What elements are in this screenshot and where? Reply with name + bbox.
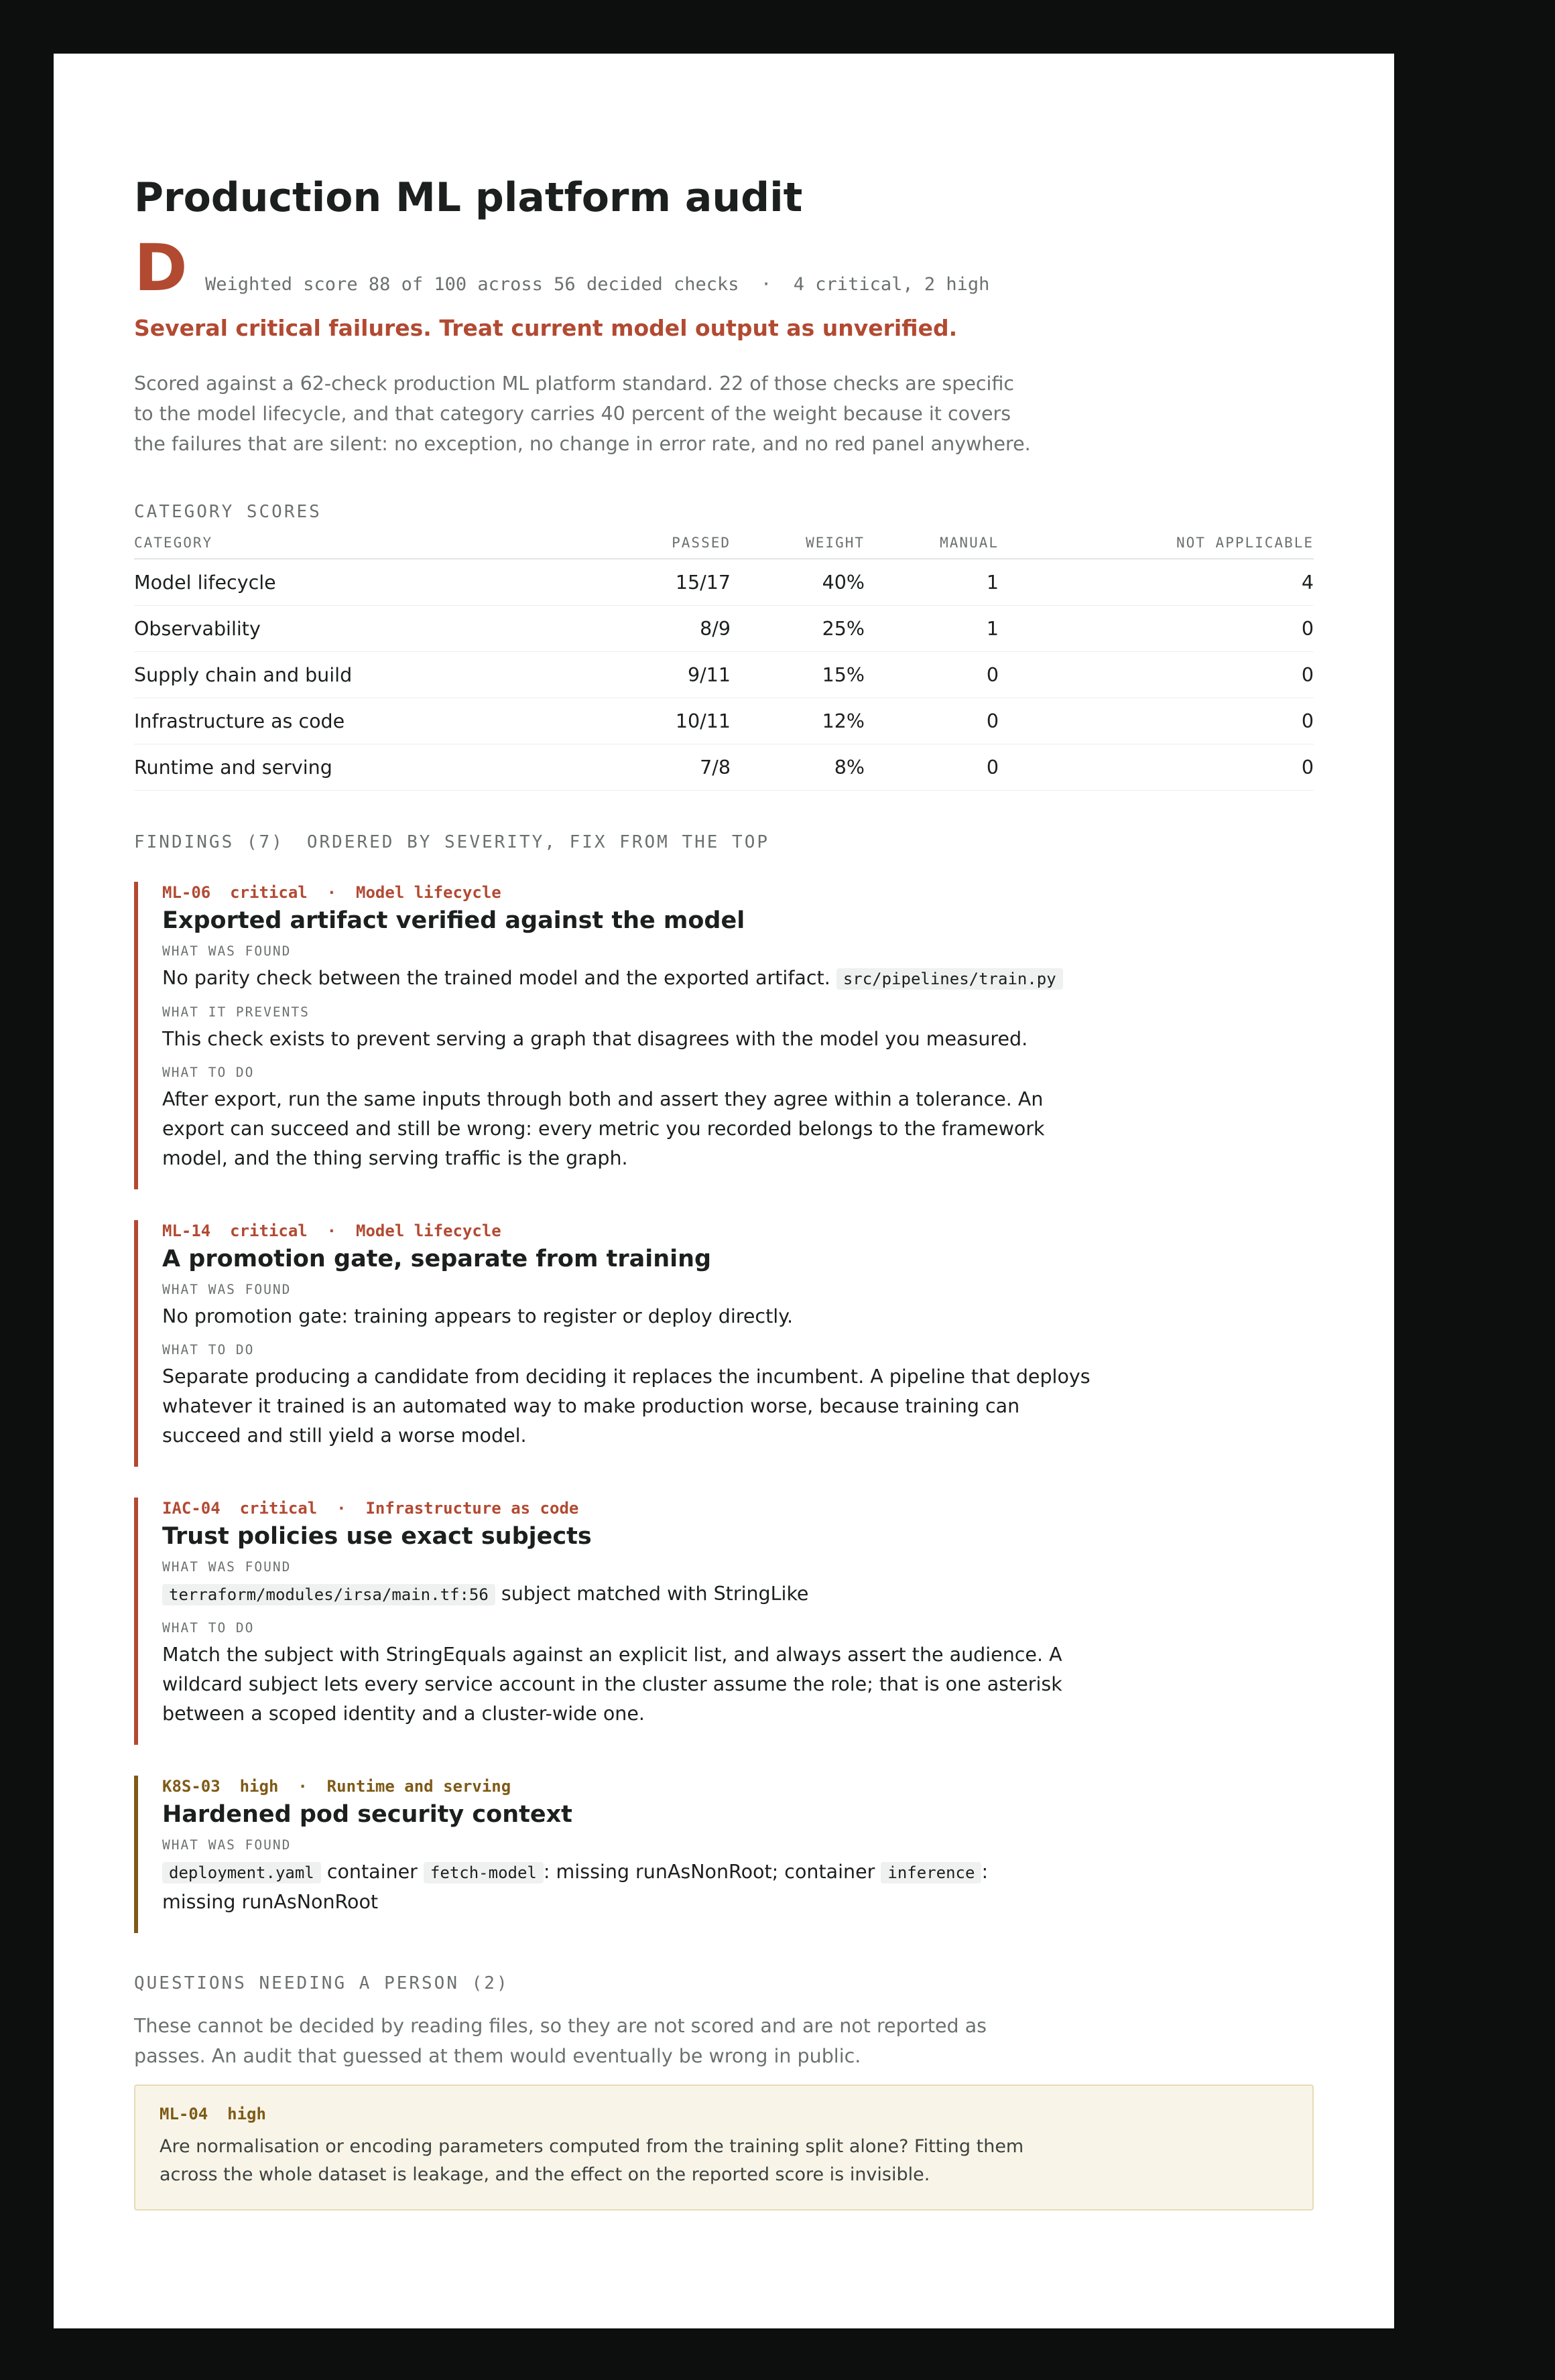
findings-heading [134,832,1314,852]
category-weight: 25% [731,606,865,652]
table-row [134,606,1314,652]
found-text: container [326,1861,418,1883]
tag-separator: · [336,1499,347,1518]
finding-id: ML-06 [162,883,211,902]
category-na: 0 [999,652,1314,698]
file-path: terraform/modules/irsa/main.tf:56 [162,1584,495,1605]
category-passed: 15/17 [643,559,731,606]
category-passed: 8/9 [643,606,731,652]
category-name: Runtime and serving [134,744,643,791]
found-text: No parity check between the trained model and the exported artifact. [162,967,830,989]
table-row [134,744,1314,791]
what-found-label: WHAT WAS FOUND [162,1837,292,1853]
what-found-text [162,1579,1101,1609]
score-summary: Weighted score 88 of 100 across 56 decided checks · 4 critical, 2 high [205,274,990,295]
finding-severity: critical [239,1499,318,1518]
what-found-text [162,1857,1101,1917]
finding-id: K8S-03 [162,1777,221,1796]
audit-report [54,54,1394,2328]
finding-id: ML-14 [162,1221,211,1240]
category-weight: 12% [731,698,865,744]
table-row [134,559,1314,606]
questions-intro: These cannot be decided by reading files, so they are not scored and are not reported as passes. An audit that guessed at them would eventually be wrong in public. [134,2015,987,2067]
category-scores-table [134,534,1314,791]
category-na: 0 [999,606,1314,652]
finding-title: A promotion gate, separate from training [162,1246,712,1272]
tag-separator: · [326,883,337,902]
questions-heading: QUESTIONS NEEDING A PERSON (2) [134,1973,509,1993]
category-manual: 0 [865,744,999,791]
page-title: Production ML platform audit [134,174,803,221]
finding-card [134,882,1101,1189]
found-text: missing runAsNonRoot [162,1891,379,1913]
finding-tagline [162,1220,1101,1240]
category-manual: 0 [865,698,999,744]
header-passed: PASSED [643,534,731,559]
category-passed: 7/8 [643,744,731,791]
finding-title: Trust policies use exact subjects [162,1523,592,1550]
table-row [134,698,1314,744]
finding-category: Model lifecycle [356,883,501,902]
header-not-applicable: NOT APPLICABLE [999,534,1314,559]
category-passed: 10/11 [643,698,731,744]
file-path: deployment.yaml [162,1862,321,1883]
question-tagline [160,2105,1288,2123]
what-todo-text: Match the subject with StringEquals against an explicit list, and always assert the audience. A wildcard subject lets every service account in the cluster assume the role; that is one asterisk between a scoped identity and a cluster-wide one. [162,1644,1062,1725]
category-weight: 15% [731,652,865,698]
category-scores-heading: CATEGORY SCORES [134,502,322,522]
intro-paragraph: Scored against a 62-check production ML platform standard. 22 of those checks are specific to the model lifecycle, and that category carries 40 percent of the weight because it covers the failures that are silent: no exception, no change in error rate, and no red panel anywhere. [134,373,1031,455]
category-name: Observability [134,606,643,652]
what-found-text [162,964,1101,994]
finding-severity: high [239,1777,279,1796]
header-category: CATEGORY [134,534,643,559]
what-found-label: WHAT WAS FOUND [162,943,292,959]
findings-count-label: FINDINGS (7) [134,832,284,852]
category-na: 4 [999,559,1314,606]
question-severity: high [227,2105,266,2123]
category-manual: 1 [865,606,999,652]
verdict: Several critical failures. Treat current model output as unverified. [134,315,958,341]
finding-id: IAC-04 [162,1499,221,1518]
category-manual: 0 [865,652,999,698]
what-found-text: No promotion gate: training appears to register or deploy directly. [162,1305,794,1327]
header-manual: MANUAL [865,534,999,559]
question-text: Are normalisation or encoding parameters computed from the training split alone? Fitting them across the whole dataset is leakage, and the effect on the reported score is invisible. [160,2136,1024,2185]
grade-row [134,230,1314,306]
finding-severity: critical [230,883,308,902]
found-text: subject matched with StringLike [501,1583,809,1605]
table-row [134,652,1314,698]
finding-card [134,1220,1101,1467]
category-name: Infrastructure as code [134,698,643,744]
finding-tagline [162,1776,1101,1796]
what-todo-label: WHAT TO DO [162,1620,255,1636]
finding-severity: critical [230,1221,308,1240]
container-name: inference [881,1862,981,1883]
found-text: : [981,1861,989,1883]
finding-title: Hardened pod security context [162,1801,572,1828]
what-prevents-text: This check exists to prevent serving a graph that disagrees with the model you measured. [162,1028,1028,1050]
category-name: Model lifecycle [134,559,643,606]
question-card [134,2085,1314,2210]
finding-category: Infrastructure as code [365,1499,579,1518]
table-header-row [134,534,1314,559]
what-found-label: WHAT WAS FOUND [162,1282,292,1297]
what-found-label: WHAT WAS FOUND [162,1559,292,1575]
category-weight: 40% [731,559,865,606]
finding-tagline [162,882,1101,902]
question-id: ML-04 [160,2105,208,2123]
what-todo-text: After export, run the same inputs through both and assert they agree within a tolerance. An export can succeed and still be wrong: every metric you recorded belongs to the framework model, and the thing serving traffic is the graph. [162,1088,1045,1169]
category-weight: 8% [731,744,865,791]
tag-separator: · [298,1777,308,1796]
category-na: 0 [999,744,1314,791]
finding-title: Exported artifact verified against the model [162,907,745,934]
category-na: 0 [999,698,1314,744]
finding-card [134,1498,1101,1745]
findings-order-label: ORDERED BY SEVERITY, FIX FROM THE TOP [306,832,770,852]
tag-separator: · [326,1221,337,1240]
what-todo-label: WHAT TO DO [162,1065,255,1080]
grade-letter: D [134,230,188,306]
what-prevents-label: WHAT IT PREVENTS [162,1004,310,1020]
what-todo-text: Separate producing a candidate from deciding it replaces the incumbent. A pipeline that deploys whatever it trained is an automated way to make production worse, because training can succeed and still yield a worse model. [162,1366,1091,1447]
finding-category: Model lifecycle [356,1221,501,1240]
finding-tagline [162,1498,1101,1518]
what-todo-label: WHAT TO DO [162,1342,255,1358]
header-weight: WEIGHT [731,534,865,559]
category-passed: 9/11 [643,652,731,698]
finding-category: Runtime and serving [326,1777,511,1796]
finding-card [134,1776,1101,1933]
container-name: fetch-model [424,1862,544,1883]
category-manual: 1 [865,559,999,606]
file-path: src/pipelines/train.py [836,968,1063,990]
found-text: : missing runAsNonRoot; container [543,1861,875,1883]
category-name: Supply chain and build [134,652,643,698]
